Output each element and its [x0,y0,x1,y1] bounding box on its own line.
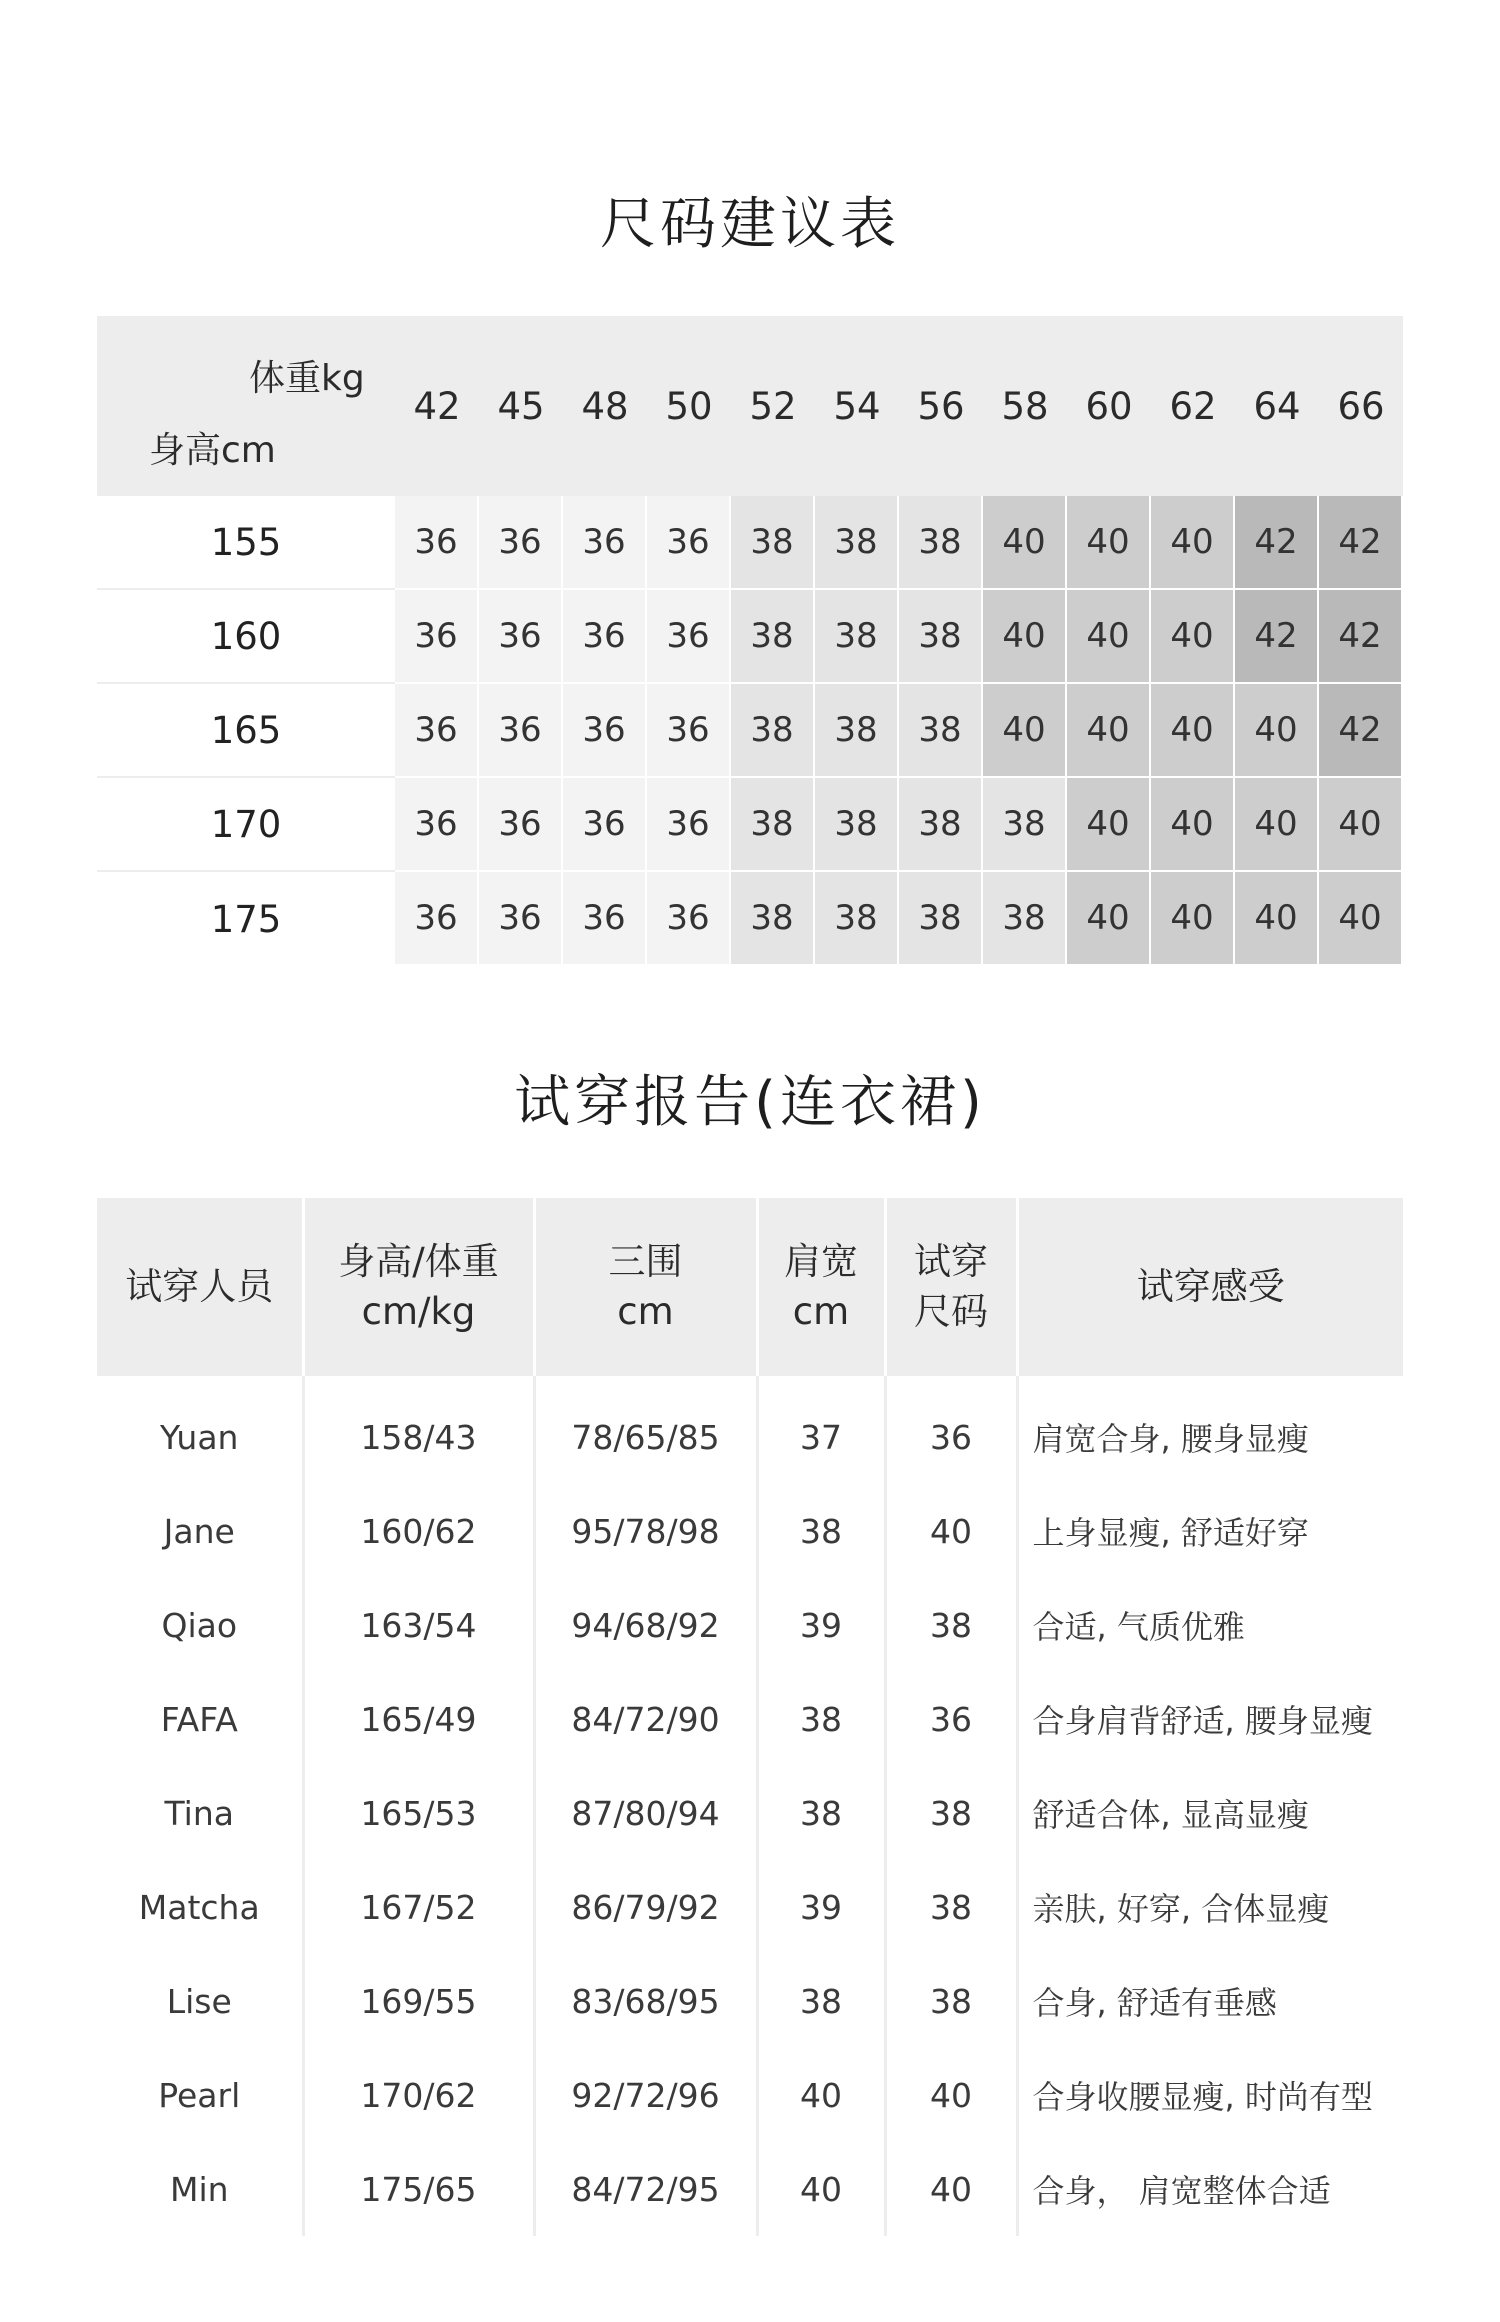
fit-feedback: 合身， 肩宽整体合适 [1032,2172,1331,2210]
measurements: 95/78/98 [534,1484,757,1578]
size-cell: 36 [479,496,563,590]
measurements: 83/68/95 [534,1954,757,2048]
size-cell: 40 [1151,684,1235,778]
fit-feedback: 肩宽合身, 腰身显瘦 [1032,1420,1309,1458]
shoulder-width: 37 [757,1376,885,1484]
size-cell: 36 [479,778,563,872]
size-cell: 36 [395,590,479,684]
size-cell: 40 [1319,872,1403,966]
weight-header: 42 [395,316,479,496]
height-weight: 175/65 [303,2142,534,2236]
size-cell: 38 [899,684,983,778]
weight-header: 60 [1067,316,1151,496]
size-cell: 36 [479,872,563,966]
fit-feedback: 舒适合体, 显高显瘦 [1032,1796,1309,1834]
size-cell: 40 [1151,872,1235,966]
size-chart-corner [97,316,395,496]
shoulder-width: 38 [757,1954,885,2048]
size-cell: 40 [1235,684,1319,778]
weight-axis-label: 体重kg [249,358,365,399]
measurements: 87/80/94 [534,1766,757,1860]
tester-name: Tina [97,1766,303,1860]
size-cell: 38 [815,684,899,778]
measurements: 78/65/85 [534,1376,757,1484]
header-feedback: 试穿感受 [1017,1198,1403,1376]
height-weight: 165/53 [303,1766,534,1860]
tester-name: Pearl [97,2048,303,2142]
size-cell: 38 [731,684,815,778]
height-weight: 163/54 [303,1578,534,1672]
size-cell: 38 [815,778,899,872]
tried-size: 38 [885,1766,1017,1860]
size-chart-row [97,590,1403,684]
report-row [97,1484,1403,1578]
size-cell: 36 [563,590,647,684]
size-cell: 38 [731,590,815,684]
size-cell: 36 [647,684,731,778]
size-cell: 36 [395,872,479,966]
size-cell: 38 [731,778,815,872]
size-cell: 38 [815,872,899,966]
height-weight: 160/62 [303,1484,534,1578]
size-cell: 36 [647,778,731,872]
size-cell: 42 [1319,590,1403,684]
weight-header: 56 [899,316,983,496]
size-chart-header-row [97,316,1403,496]
height-value: 160 [97,590,395,684]
size-cell: 38 [899,496,983,590]
weight-header: 64 [1235,316,1319,496]
size-cell: 42 [1319,684,1403,778]
report-row [97,1578,1403,1672]
height-weight: 158/43 [303,1376,534,1484]
size-cell: 40 [1067,778,1151,872]
fit-feedback: 合身肩背舒适, 腰身显瘦 [1032,1702,1373,1740]
header-height-weight: 身高/体重 cm/kg [303,1198,534,1376]
weight-header: 48 [563,316,647,496]
size-cell: 36 [647,872,731,966]
size-chart-row [97,496,1403,590]
size-cell: 40 [1235,872,1319,966]
size-cell: 42 [1235,590,1319,684]
tried-size: 38 [885,1954,1017,2048]
fit-feedback: 上身显瘦, 舒适好穿 [1032,1514,1309,1552]
shoulder-width: 38 [757,1672,885,1766]
weight-header: 54 [815,316,899,496]
size-cell: 36 [479,590,563,684]
report-row [97,1954,1403,2048]
size-cell: 36 [563,778,647,872]
tried-size: 38 [885,1860,1017,1954]
weight-header: 62 [1151,316,1235,496]
measurements: 84/72/90 [534,1672,757,1766]
tester-name: FAFA [97,1672,303,1766]
weight-header: 52 [731,316,815,496]
fit-feedback: 合适, 气质优雅 [1032,1608,1245,1646]
report-row [97,1376,1403,1484]
size-cell: 36 [647,590,731,684]
height-weight: 165/49 [303,1672,534,1766]
tried-size: 38 [885,1578,1017,1672]
size-cell: 40 [1067,496,1151,590]
measurements: 94/68/92 [534,1578,757,1672]
header-tester: 试穿人员 [97,1198,303,1376]
tried-size: 36 [885,1672,1017,1766]
tried-size: 40 [885,2048,1017,2142]
size-cell: 38 [899,590,983,684]
size-cell: 38 [983,872,1067,966]
size-cell: 38 [815,590,899,684]
fit-feedback: 合身收腰显瘦, 时尚有型 [1032,2078,1373,2116]
size-cell: 38 [983,778,1067,872]
size-cell: 36 [395,496,479,590]
size-cell: 40 [983,496,1067,590]
tried-size: 40 [885,2142,1017,2236]
weight-header: 66 [1319,316,1403,496]
shoulder-width: 38 [757,1766,885,1860]
size-chart-table [97,316,1403,966]
report-row [97,1766,1403,1860]
size-cell: 38 [731,496,815,590]
size-cell: 36 [563,872,647,966]
tester-name: Yuan [97,1376,303,1484]
size-cell: 36 [395,684,479,778]
report-row [97,2048,1403,2142]
size-cell: 36 [647,496,731,590]
try-on-report-table [97,1198,1403,2236]
size-cell: 42 [1319,496,1403,590]
size-cell: 40 [1067,872,1151,966]
tester-name: Min [97,2142,303,2236]
tester-name: Matcha [97,1860,303,1954]
height-axis-label: 身高cm [149,430,276,471]
size-cell: 40 [983,684,1067,778]
shoulder-width: 38 [757,1484,885,1578]
report-header-row [97,1198,1403,1376]
report-row [97,1672,1403,1766]
height-value: 170 [97,778,395,872]
tester-name: Jane [97,1484,303,1578]
height-weight: 170/62 [303,2048,534,2142]
tried-size: 40 [885,1484,1017,1578]
size-cell: 40 [1151,778,1235,872]
header-measurements: 三围 cm [534,1198,757,1376]
shoulder-width: 40 [757,2142,885,2236]
size-cell: 40 [983,590,1067,684]
height-weight: 167/52 [303,1860,534,1954]
header-shoulder: 肩宽 cm [757,1198,885,1376]
weight-header: 50 [647,316,731,496]
report-title: 试穿报告(连衣裙) [514,1070,986,1135]
measurements: 86/79/92 [534,1860,757,1954]
size-cell: 38 [731,872,815,966]
tried-size: 36 [885,1376,1017,1484]
size-cell: 36 [395,778,479,872]
size-cell: 40 [1235,778,1319,872]
size-cell: 38 [899,778,983,872]
tester-name: Qiao [97,1578,303,1672]
height-weight: 169/55 [303,1954,534,2048]
size-chart-row [97,684,1403,778]
size-cell: 38 [815,496,899,590]
size-chart-title: 尺码建议表 [600,192,900,257]
size-cell: 36 [563,496,647,590]
size-cell: 40 [1067,590,1151,684]
shoulder-width: 39 [757,1578,885,1672]
shoulder-width: 39 [757,1860,885,1954]
size-cell: 36 [563,684,647,778]
size-cell: 36 [479,684,563,778]
header-size: 试穿 尺码 [885,1198,1017,1376]
height-value: 155 [97,496,395,590]
size-cell: 42 [1235,496,1319,590]
size-cell: 40 [1067,684,1151,778]
tester-name: Lise [97,1954,303,2048]
size-cell: 40 [1151,496,1235,590]
shoulder-width: 40 [757,2048,885,2142]
measurements: 84/72/95 [534,2142,757,2236]
height-value: 165 [97,684,395,778]
size-cell: 40 [1151,590,1235,684]
weight-header: 45 [479,316,563,496]
size-chart-row [97,778,1403,872]
fit-feedback: 合身, 舒适有垂感 [1032,1984,1277,2022]
height-value: 175 [97,872,395,966]
size-chart-row [97,872,1403,966]
size-cell: 38 [899,872,983,966]
weight-header: 58 [983,316,1067,496]
fit-feedback: 亲肤, 好穿, 合体显瘦 [1032,1890,1330,1928]
report-row [97,2142,1403,2236]
report-row [97,1860,1403,1954]
size-cell: 40 [1319,778,1403,872]
measurements: 92/72/96 [534,2048,757,2142]
